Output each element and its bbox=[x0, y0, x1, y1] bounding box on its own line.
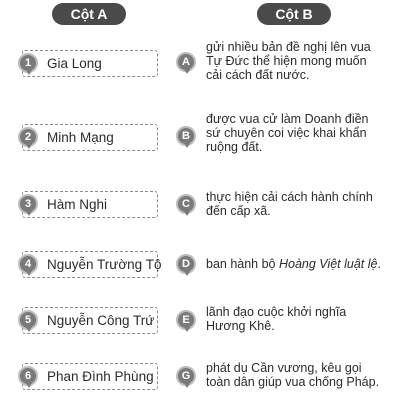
column-b-item[interactable] bbox=[206, 40, 406, 82]
column-b-line: được vua cử làm Doanh điền bbox=[206, 112, 369, 126]
number-marker-icon: 6 bbox=[18, 366, 38, 386]
column-b-line: toàn dân giúp vua chống Pháp. bbox=[206, 375, 380, 389]
column-b-line: Hương Khê. bbox=[206, 319, 275, 333]
column-b-item[interactable] bbox=[206, 305, 406, 333]
letter-marker-icon: D bbox=[176, 254, 196, 274]
number-marker-icon: 4 bbox=[18, 254, 38, 274]
column-a-item[interactable] bbox=[22, 50, 158, 77]
column-b-line: đến cấp xã. bbox=[206, 204, 271, 218]
letter-marker-icon: E bbox=[176, 310, 196, 330]
number-marker-icon: 5 bbox=[18, 310, 38, 330]
column-a-item[interactable] bbox=[22, 191, 158, 218]
column-b-text: . bbox=[377, 257, 381, 271]
column-b-line: thực hiện cải cách hành chính bbox=[206, 190, 373, 204]
column-a-label: Minh Mạng bbox=[47, 130, 114, 145]
column-a-item[interactable] bbox=[22, 363, 158, 390]
column-b-header: Cột B bbox=[257, 3, 331, 25]
column-a-label: Gia Long bbox=[47, 56, 102, 71]
column-b-line: lãnh đạo cuộc khởi nghĩa bbox=[206, 305, 347, 319]
column-b-item[interactable] bbox=[206, 257, 406, 271]
column-b-item[interactable] bbox=[206, 361, 406, 389]
column-b-line: gửi nhiều bản đề nghị lên vua bbox=[206, 40, 371, 54]
column-a-header: Cột A bbox=[52, 3, 126, 25]
column-b-item[interactable] bbox=[206, 112, 406, 154]
column-b-line: cải cách đất nước. bbox=[206, 68, 310, 82]
letter-marker-icon: C bbox=[176, 194, 196, 214]
column-b-line: Tự Đức thể hiện mong muốn bbox=[206, 54, 367, 68]
column-a-item[interactable] bbox=[22, 251, 162, 278]
column-a-label: Hàm Nghi bbox=[47, 197, 108, 212]
number-marker-icon: 3 bbox=[18, 194, 38, 214]
law-code-title: Hoàng Việt luật lệ bbox=[279, 257, 378, 271]
number-marker-icon: 2 bbox=[18, 127, 38, 147]
number-marker-icon: 1 bbox=[18, 53, 38, 73]
column-b-line: sứ chuyên coi việc khai khẩn bbox=[206, 126, 367, 140]
column-a-item[interactable] bbox=[22, 124, 158, 151]
letter-marker-icon: A bbox=[176, 52, 196, 72]
column-b-line: phát dụ Cần vương, kêu gọi bbox=[206, 361, 362, 375]
column-a-label: Nguyễn Trường Tộ bbox=[47, 257, 162, 272]
column-a-item[interactable] bbox=[22, 307, 158, 334]
letter-marker-icon: G bbox=[176, 366, 196, 386]
column-b-line bbox=[206, 257, 406, 271]
column-b-line: ruộng đất. bbox=[206, 140, 263, 154]
column-a-label: Phan Đình Phùng bbox=[47, 369, 154, 384]
column-b-text: ban hành bộ bbox=[206, 257, 279, 271]
column-a-label: Nguyễn Công Trứ bbox=[47, 313, 155, 328]
column-b-item[interactable] bbox=[206, 190, 406, 218]
letter-marker-icon: B bbox=[176, 126, 196, 146]
